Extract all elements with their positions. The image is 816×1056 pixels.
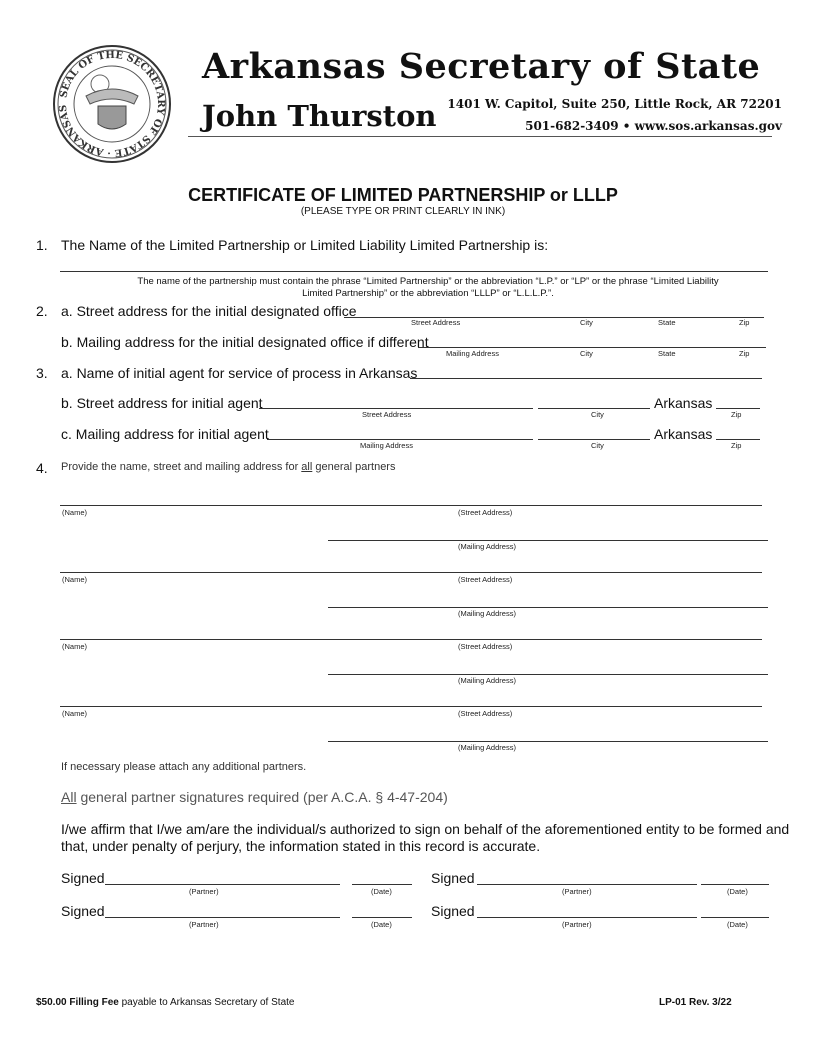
req-emphasis: All [61, 789, 77, 805]
q3-number: 3. [36, 365, 48, 381]
partner-name-field[interactable] [60, 505, 762, 506]
label-partner: (Partner) [562, 887, 592, 896]
affirmation-line-1: I/we affirm that I/we am/are the individual/s authorized to sign on behalf of the aforementioned entity to be formed and [61, 821, 790, 837]
q4-label [61, 461, 395, 473]
label-city: City [591, 410, 604, 419]
header-divider [188, 136, 772, 137]
label-mailing: Mailing Address [446, 349, 499, 358]
partner-mailing-field[interactable] [328, 741, 768, 742]
q1-number: 1. [36, 237, 48, 253]
partner-name-field[interactable] [60, 706, 762, 707]
partner-name-field[interactable] [60, 639, 762, 640]
label-state: State [658, 349, 676, 358]
q2-number: 2. [36, 303, 48, 319]
label-zip: Zip [731, 410, 742, 419]
attach-note: If necessary please attach any additional partners. [61, 761, 307, 773]
label-street: (Street Address) [458, 508, 513, 517]
partner-signature-field[interactable] [477, 884, 697, 885]
office-contact: 501-682-3409 • www.sos.arkansas.gov [525, 119, 782, 133]
label-zip: Zip [731, 441, 742, 450]
label-mailing: Mailing Address [360, 441, 413, 450]
office-street-field[interactable] [344, 317, 764, 318]
fee-amount: $50.00 Filling Fee [36, 997, 119, 1008]
label-partner: (Partner) [189, 887, 219, 896]
signed-label: Signed [61, 903, 105, 919]
label-mailing: (Mailing Address) [458, 676, 516, 685]
label-city: City [580, 349, 593, 358]
q2a-label: a. Street address for the initial designated office [61, 303, 357, 319]
q1-note-2: Limited Partnership” or the abbreviation “LLLP” or “L.L.L.P.”. [302, 288, 554, 299]
agent-mailing-city-field[interactable] [538, 439, 650, 440]
q2b-label: b. Mailing address for the initial designated office if different [61, 334, 429, 350]
partner-mailing-field[interactable] [328, 540, 768, 541]
signed-label: Signed [431, 903, 475, 919]
title-or: or LLLP [549, 185, 618, 205]
q4-text-end: general partners [312, 461, 396, 473]
form-title [0, 185, 806, 206]
partner-signature-field[interactable] [477, 917, 697, 918]
q3b-label: b. Street address for initial agent [61, 395, 263, 411]
label-street: (Street Address) [458, 642, 513, 651]
office-mailing-field[interactable] [418, 347, 766, 348]
label-state: State [658, 318, 676, 327]
signature-requirement [61, 789, 448, 805]
agent-state: Arkansas [654, 395, 713, 411]
label-date: (Date) [727, 887, 748, 896]
agent-city-field[interactable] [538, 408, 650, 409]
secretary-name: John Thurston [202, 99, 437, 133]
label-partner: (Partner) [189, 920, 219, 929]
partner-mailing-field[interactable] [328, 674, 768, 675]
label-date: (Date) [371, 887, 392, 896]
partner-signature-field[interactable] [105, 884, 340, 885]
q3c-label: c. Mailing address for initial agent [61, 426, 269, 442]
partnership-name-field[interactable] [60, 271, 768, 272]
q1-label: The Name of the Limited Partnership or Limited Liability Limited Partnership is: [61, 237, 549, 253]
state-seal-logo [52, 44, 172, 164]
label-mailing: (Mailing Address) [458, 542, 516, 551]
title-main: CERTIFICATE OF LIMITED PARTNERSHIP [188, 185, 546, 205]
label-zip: Zip [739, 349, 750, 358]
agent-mailing-field[interactable] [267, 439, 533, 440]
label-mailing: (Mailing Address) [458, 743, 516, 752]
header-title: Arkansas Secretary of State [202, 46, 761, 87]
q4-number: 4. [36, 460, 48, 476]
q3a-label: a. Name of initial agent for service of process in Arkansas [61, 365, 418, 381]
signature-date-field[interactable] [701, 917, 769, 918]
label-name: (Name) [62, 575, 88, 584]
label-street: (Street Address) [458, 575, 513, 584]
label-name: (Name) [62, 508, 88, 517]
signed-label: Signed [431, 870, 475, 886]
affirmation-line-2: that, under penalty of perjury, the information stated in this record is accurate. [61, 838, 541, 854]
agent-mailing-state: Arkansas [654, 426, 713, 442]
label-street: (Street Address) [458, 709, 513, 718]
partner-mailing-field[interactable] [328, 607, 768, 608]
office-address: 1401 W. Capitol, Suite 250, Little Rock, AR 72201 [447, 97, 782, 111]
label-city: City [591, 441, 604, 450]
label-date: (Date) [371, 920, 392, 929]
label-mailing: (Mailing Address) [458, 609, 516, 618]
signature-date-field[interactable] [352, 917, 412, 918]
form-subtitle: (PLEASE TYPE OR PRINT CLEARLY IN INK) [300, 206, 506, 217]
q4-emphasis: all [301, 461, 313, 473]
signature-date-field[interactable] [352, 884, 412, 885]
label-zip: Zip [739, 318, 750, 327]
q4-text: Provide the name, street and mailing address for [61, 461, 302, 473]
label-name: (Name) [62, 642, 88, 651]
label-city: City [580, 318, 593, 327]
fee-text: payable to Arkansas Secretary of State [118, 997, 295, 1008]
partner-name-field[interactable] [60, 572, 762, 573]
agent-zip-field[interactable] [716, 408, 760, 409]
svg-text:SEAL OF THE SECRETARY OF STATE: SEAL OF THE SECRETARY OF STATE · ARKANSAS [57, 49, 167, 159]
q1-note-1: The name of the partnership must contain the phrase “Limited Partnership” or the abbreviation “L.P.” or “LP” or the phrase “Limited Liability [137, 276, 719, 287]
signature-date-field[interactable] [701, 884, 769, 885]
partner-signature-field[interactable] [105, 917, 340, 918]
label-street: Street Address [411, 318, 461, 327]
filing-fee [36, 997, 294, 1008]
label-name: (Name) [62, 709, 88, 718]
form-id: LP-01 Rev. 3/22 [659, 997, 732, 1008]
agent-name-field[interactable] [410, 378, 762, 379]
agent-street-field[interactable] [259, 408, 533, 409]
label-date: (Date) [727, 920, 748, 929]
agent-mailing-zip-field[interactable] [716, 439, 760, 440]
label-partner: (Partner) [562, 920, 592, 929]
req-text: general partner signatures required (per A.C.A. § 4-47-204) [76, 789, 448, 805]
label-street: Street Address [362, 410, 412, 419]
signed-label: Signed [61, 870, 105, 886]
